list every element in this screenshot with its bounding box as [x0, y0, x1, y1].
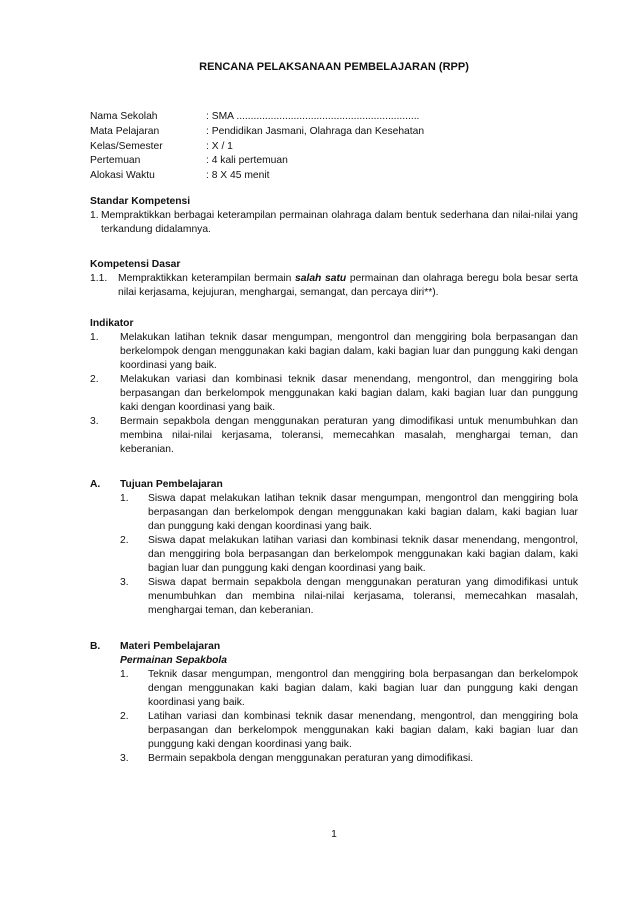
kompetensi-dasar-heading: Kompetensi Dasar — [90, 259, 181, 270]
indikator-item — [90, 415, 578, 457]
materi-item — [90, 668, 578, 710]
standar-kompetensi-item — [90, 209, 578, 237]
tujuan-heading: Tujuan Pembelajaran — [120, 479, 223, 490]
identity-value: : 8 X 45 menit — [206, 170, 270, 182]
item-text: Mempraktikkan berbagai keterampilan permainan olahraga dalam bentuk sederhana dan nilai-nilai yang terkandung didalamnya. — [101, 210, 578, 235]
identity-label: Nama Sekolah — [90, 111, 158, 122]
item-number: 2. — [120, 711, 129, 722]
item-text: Siswa dapat melakukan latihan variasi dan kombinasi teknik dasar menendang, mengontrol, dan menggiring bola berpasangan dan berkelompok menggunakan kaki bagian dalam, kaki bagian luar dan punggung kaki dengan koordinasi yang baik. — [148, 535, 578, 574]
item-text: Siswa dapat bermain sepakbola dengan menggunakan peraturan yang dimodifikasi untuk menumbuhkan dan membina nilai-nilai kerjasama, toleransi, memecahkan masalah, menghargai teman, dan keberanian. — [148, 577, 578, 616]
tujuan-pembelajaran-section — [90, 478, 578, 618]
item-text: Latihan variasi dan kombinasi teknik dasar menendang, mengontrol, dan menggiring bola berpasangan dan berkelompok menggunakan kaki bagian dalam, kaki bagian luar dan punggung kaki dengan koordinasi yang baik. — [148, 711, 578, 750]
identity-label: Pertemuan — [90, 155, 141, 167]
indikator-section — [90, 317, 578, 457]
indikator-heading: Indikator — [90, 318, 134, 329]
indikator-item — [90, 373, 578, 415]
tujuan-item — [90, 576, 578, 618]
materi-heading: Materi Pembelajaran — [120, 641, 221, 652]
identity-row — [90, 140, 424, 155]
item-text: Siswa dapat melakukan latihan teknik dasar mengumpan, mengontrol dan menggiring bola berpasangan dan berkelompok dengan menggunakan kaki bagian dalam, kaki bagian luar dan punggung kaki dengan koordinasi yang baik. — [148, 493, 578, 532]
item-number: 3. — [120, 753, 129, 764]
materi-item — [90, 710, 578, 752]
item-text: Melakukan latihan teknik dasar mengumpan, mengontrol dan menggiring bola berpasangan dan berkelompok dengan menggunakan kaki bagian dalam, kaki bagian luar dan punggung kaki dengan koordinasi yang baik. — [120, 332, 578, 371]
page-number: 1 — [331, 829, 337, 840]
identity-label: Mata Pelajaran — [90, 125, 160, 137]
document-title: RENCANA PELAKSANAAN PEMBELAJARAN (RPP) — [199, 61, 469, 73]
section-letter: B. — [90, 641, 101, 652]
identity-row — [90, 154, 424, 169]
materi-header — [90, 640, 578, 654]
materi-subheading-row — [90, 654, 578, 668]
item-text-before: Mempraktikkan keterampilan bermain — [118, 273, 295, 284]
materi-subheading: Permainan Sepakbola — [120, 655, 228, 666]
identity-label: Kelas/Semester — [90, 140, 163, 152]
item-number: 3. — [90, 416, 99, 427]
kompetensi-dasar-item — [90, 272, 578, 300]
item-number: 1. — [120, 669, 129, 680]
identity-row — [90, 125, 424, 140]
tujuan-item — [90, 492, 578, 534]
item-number: 2. — [120, 535, 129, 546]
item-number: 1. — [120, 493, 129, 504]
materi-pembelajaran-section — [90, 640, 578, 766]
item-number: 2. — [90, 374, 99, 385]
identity-label: Alokasi Waktu — [90, 170, 155, 182]
item-text: Teknik dasar mengumpan, mengontrol dan menggiring bola berpasangan dan berkelompok dengan menggunakan kaki bagian dalam, kaki bagian luar dan punggung kaki dengan koordinasi yang baik. — [148, 669, 578, 708]
identity-value: : 4 kali pertemuan — [206, 155, 288, 167]
standar-kompetensi-section — [90, 195, 578, 237]
item-text: Melakukan variasi dan kombinasi teknik dasar menendang, mengontrol, dan menggiring bola berpasangan dan berkelompok menggunakan kaki bagian dalam, kaki bagian luar dan punggung kaki dengan koordinasi yang baik. — [120, 374, 578, 413]
identity-row — [90, 110, 424, 125]
kompetensi-dasar-section — [90, 258, 578, 300]
materi-item — [90, 752, 578, 766]
item-number: 1.1. — [90, 273, 108, 284]
identity-value: : X / 1 — [206, 140, 233, 152]
identity-value: : SMA ................................................................ — [206, 111, 420, 122]
item-text-after: permainan dan olahraga beregu bola besar serta nilai kerjasama, kejujuran, menghargai, semangat, dan percaya diri**). — [118, 273, 578, 298]
identity-row — [90, 169, 424, 184]
item-text — [118, 272, 578, 300]
tujuan-item — [90, 534, 578, 576]
tujuan-header — [90, 478, 578, 492]
item-number: 1. — [90, 332, 99, 343]
standar-kompetensi-heading: Standar Kompetensi — [90, 196, 191, 207]
section-letter: A. — [90, 479, 101, 490]
indikator-item — [90, 331, 578, 373]
item-text: Bermain sepakbola dengan menggunakan peraturan yang dimodifikasi. — [148, 753, 474, 764]
identity-value: : Pendidikan Jasmani, Olahraga dan Kesehatan — [206, 125, 425, 137]
item-number: 1. — [90, 210, 99, 221]
item-text-emphasis: salah satu — [295, 273, 347, 284]
item-number: 3. — [120, 577, 129, 588]
identity-table — [90, 110, 424, 184]
item-text: Bermain sepakbola dengan menggunakan peraturan yang dimodifikasi untuk menumbuhkan dan membina nilai-nilai kerjasama, toleransi, memecahkan masalah, menghargai teman, dan keberanian. — [120, 416, 578, 455]
